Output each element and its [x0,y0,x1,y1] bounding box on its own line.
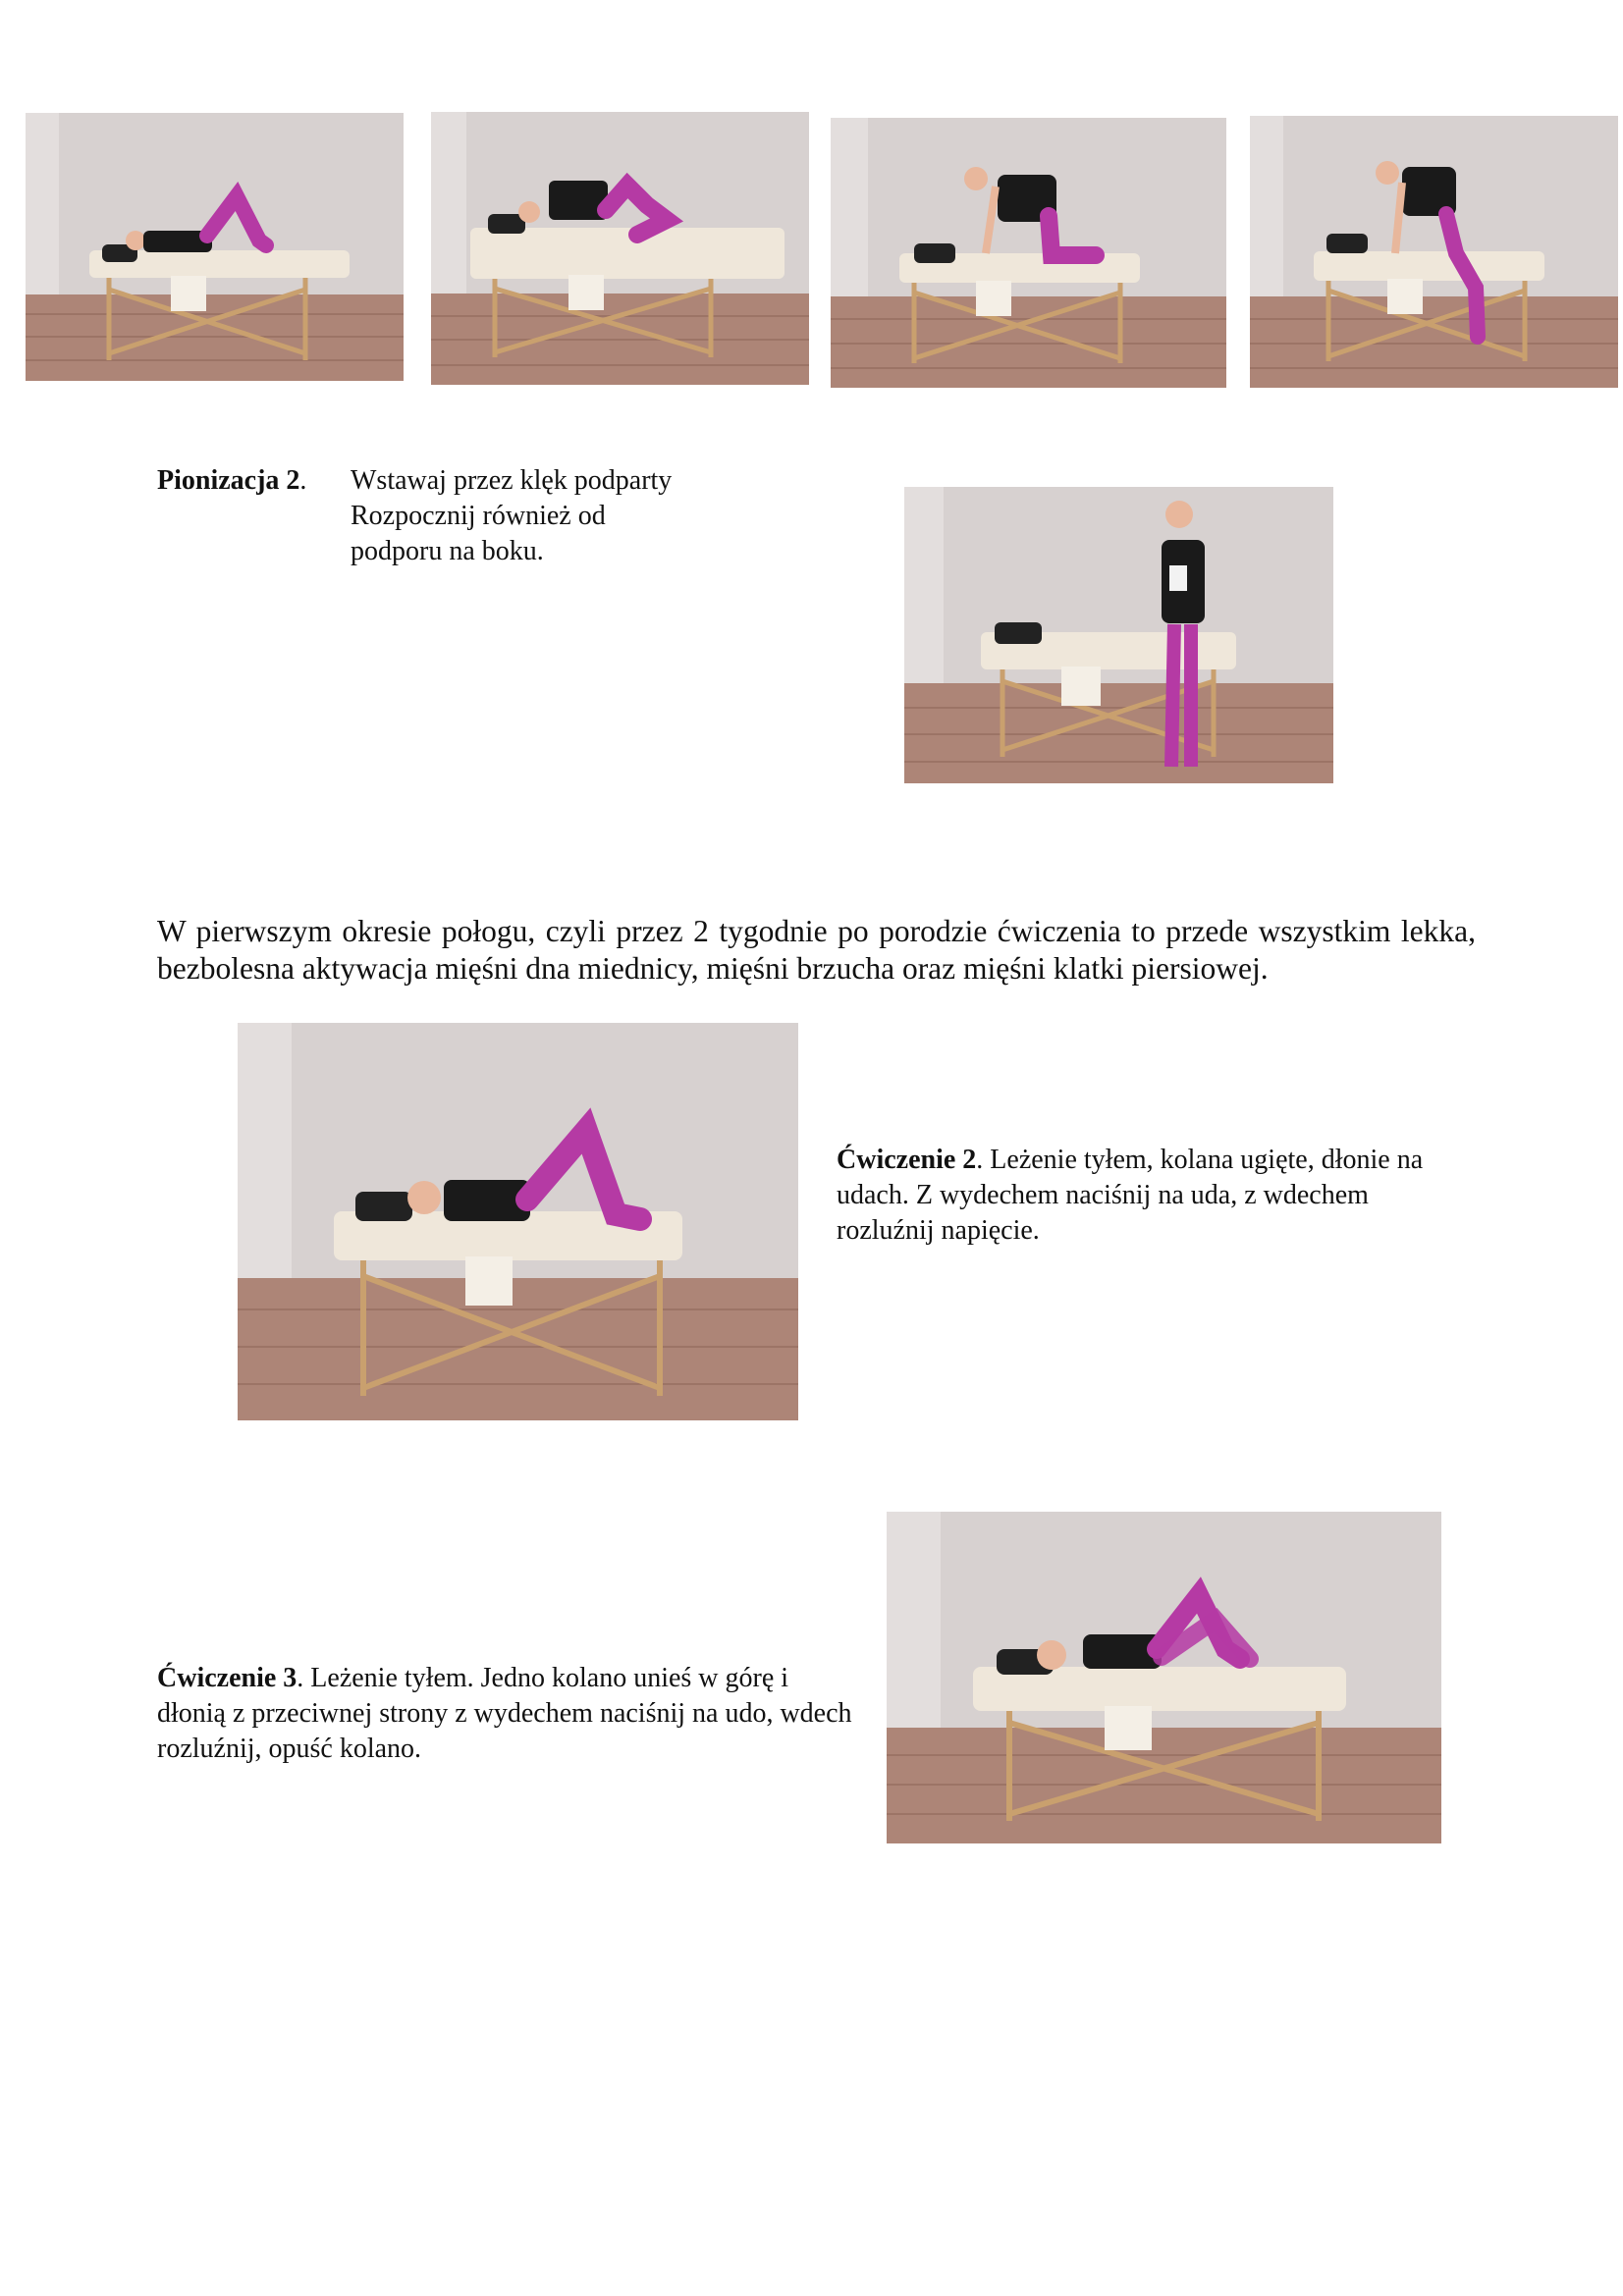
photo-exercise-3 [887,1512,1441,1843]
exercise-3-label: Ćwiczenie 3 [157,1663,298,1693]
pionizacja-line-1: Wstawaj przez klęk podparty [351,465,673,496]
pionizacja-heading [157,463,306,499]
photo-lying-supine [26,113,404,381]
pionizacja-label-suffix: . [299,465,307,496]
intro-paragraph: W pierwszym okresie połogu, czyli przez 2 tygodnie po porodzie ćwiczenia to przede wszystkim lekka, bezbolesna aktywacja mięśni dna miednicy, mięśni brzucha oraz mięśni klatki piersiowej. [157,914,1476,986]
exercise-2-text: . Leżenie tyłem, kolana ugięte, dłonie na udach. Z wydechem naciśnij na uda, z wdechem rozluźnij napięcie. [837,1145,1424,1246]
pionizacja-label: Pionizacja 2 [157,465,300,496]
photo-lying-on-side [431,112,809,385]
exercise-3-description [157,1661,859,1767]
exercise-2-label: Ćwiczenie 2 [837,1145,977,1175]
pionizacja-description [351,463,743,569]
photo-getting-off-table [1250,116,1618,388]
photo-standing [904,487,1333,783]
pionizacja-line-2: Rozpocznij również od [351,501,606,531]
photo-kneeling-support [831,118,1226,388]
exercise-3-text: . Leżenie tyłem. Jedno kolano unieś w górę i dłonią z przeciwnej strony z wydechem naciśnij na udo, wdech rozluźnij, opuść kolano. [157,1663,852,1764]
pionizacja-line-3: podporu na boku. [351,536,544,566]
photo-exercise-2 [238,1023,798,1420]
exercise-2-description [837,1143,1445,1249]
